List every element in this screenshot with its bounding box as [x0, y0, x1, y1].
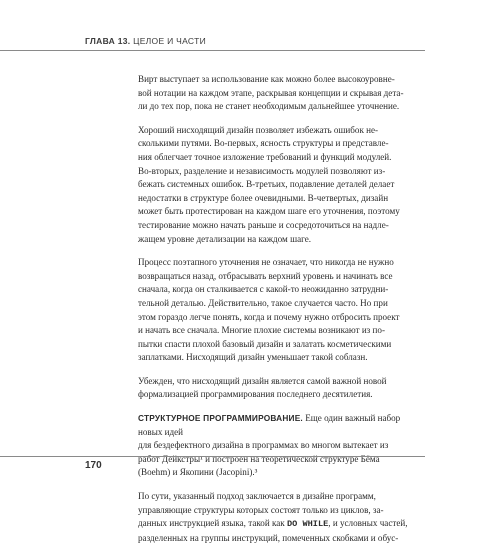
text-line: для бездефектного дизайна в программах во многом вытекает из: [138, 440, 389, 451]
chapter-number: ГЛАВА 13.: [85, 36, 131, 46]
text-line: возвращаться назад, отбрасывать верхний уровень и начинать все: [138, 270, 393, 281]
footer-rule: [0, 456, 425, 457]
chapter-title: ЦЕЛОЕ И ЧАСТИ: [133, 36, 206, 46]
paragraph-structured-programming: [138, 412, 420, 480]
text-line: тельной деталью. Действительно, такое случается часто. Но при: [138, 297, 388, 308]
text-line: бежать системных ошибок. В-третьих, подавление деталей делает: [138, 179, 395, 190]
page-number: 170: [85, 460, 102, 471]
text-line: вой нотации на каждом этапе, раскрывая концепции и скрывая дета-: [138, 87, 404, 98]
text-line: этом гораздо легче понять, когда и почему нужно отбросить проект: [138, 311, 400, 322]
text-line: Убежден, что нисходящий дизайн является самой важной новой: [138, 375, 387, 386]
text-line: Хороший нисходящий дизайн позволяет избежать ошибок не-: [138, 124, 379, 135]
text-line: сначала, когда он сталкивается с какой-то неожиданно затрудни-: [138, 284, 389, 295]
page-body: [138, 73, 420, 555]
text-line: ли до тех пор, пока не станет необходимым дальнейшее уточнение.: [138, 101, 400, 112]
paragraph-1: [138, 73, 420, 114]
text-line: , и условных частей,: [328, 518, 408, 529]
text-line: работ Дейкстры¹ и построен на теоретической структуре Бёма: [138, 453, 380, 464]
text-line: Во-вторых, разделение и независимость модулей позволяют из-: [138, 165, 386, 176]
text-line: Процесс поэтапного уточнения не означает, что никогда не нужно: [138, 257, 394, 268]
text-line: может быть протестирован на каждом шаге его уточнения, поэтому: [138, 206, 400, 217]
paragraph-last: [138, 490, 420, 545]
header-rule: [0, 50, 425, 51]
text-line: управляющие структуры которых состоят только из циклов, за-: [138, 504, 384, 515]
code-keyword: DO WHILE: [287, 519, 329, 530]
text-line: разделенных на группы инструкций, помеченных скобками и обус-: [138, 532, 399, 543]
text-line: Вирт выступает за использование как можно более высокоуровне-: [138, 74, 395, 84]
text-line: По сути, указанный подход заключается в дизайне программ,: [138, 491, 376, 502]
text-line: заплатками. Нисходящий дизайн уменьшает такой соблазн.: [138, 352, 368, 363]
paragraph-3: [138, 256, 420, 365]
runin-heading: СТРУКТУРНОЕ ПРОГРАММИРОВАНИЕ.: [138, 413, 303, 424]
text-line: ния облегчает точное изложение требований и функций модулей.: [138, 151, 392, 162]
paragraph-4: [138, 375, 420, 402]
text-line: пытки спасти плохой базовый дизайн и залатать косметическими: [138, 338, 392, 349]
text-line: формализацией программирования последнего десятилетия.: [138, 389, 373, 400]
text-line: недостатки в структуре более очевидными. В-четвертых, дизайн: [138, 192, 389, 203]
text-line: (Boehm) и Якопини (Jacopini).³: [138, 467, 258, 478]
text-line: Еще один важный набор новых идей: [138, 413, 401, 437]
text-line: данных инструкцией языка, такой как: [138, 518, 288, 529]
text-line: сколькими путями. Во-первых, ясность структуры и представле-: [138, 138, 389, 149]
running-header: [85, 36, 435, 46]
paragraph-2: [138, 124, 420, 246]
text-line: тестирование можно начать раньше и сосредоточиться на надле-: [138, 219, 389, 230]
text-line: жащем уровне детализации на каждом шаге.: [138, 233, 312, 244]
text-line: и начать все сначала. Многие плохие системы возникают из по-: [138, 325, 385, 336]
